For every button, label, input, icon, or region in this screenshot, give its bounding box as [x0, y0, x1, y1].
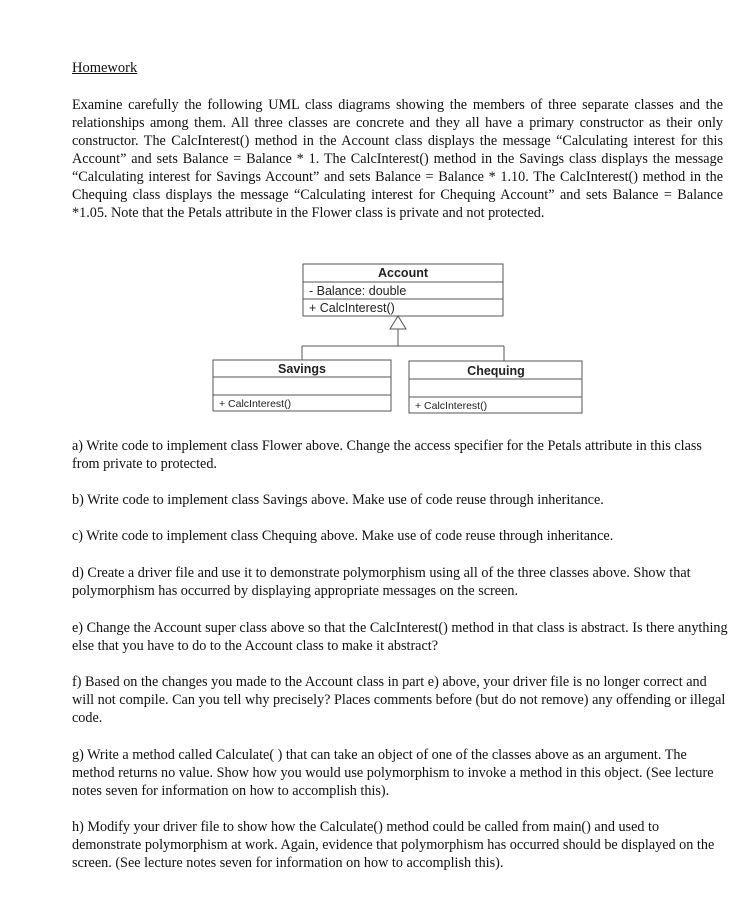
question-c: c) Write code to implement class Chequing above. Make use of code reuse through inheritance. [72, 528, 614, 544]
question-f: f) Based on the changes you made to the Account class in part e) above, your driver file is no longer correct and will not compile. Can you tell why precisely? Places comments before (but do not remove) any offending or illegal code. [72, 674, 726, 726]
account-class-box [303, 264, 503, 316]
inheritance-arrow-icon [390, 316, 406, 329]
question-b: b) Write code to implement class Savings above. Make use of code reuse through inheritance. [72, 492, 604, 508]
question-h: h) Modify your driver file to show how the Calculate() method could be called from main() and used to demonstrate polymorphism at work. Again, evidence that polymorphism has occurred should be displayed on the screen. (See lecture notes seven for information on how to accomplish this). [72, 819, 715, 871]
chequing-class-name: Chequing [467, 364, 525, 378]
intro-paragraph: Examine carefully the following UML class diagrams showing the members of three separate classes and the relationships among them. All three classes are concrete and they all have a primary constructor as their only constructor. The CalcInterest() method in the Account class displays the message “Calculating interest for this Account” and sets Balance = Balance * 1. The CalcInterest() method in the Savings class displays the message “Calculating interest for Savings Account” and sets Balance = Balance * 1.10. The CalcInterest() method in the Chequing class displays the message “Calculating interest for Chequing Account” and sets Balance = Balance *1.05. Note that the Petals attribute in the Flower class is private and not protected. [72, 97, 723, 221]
account-method: + CalcInterest() [309, 301, 395, 315]
chequing-method: + CalcInterest() [415, 400, 488, 412]
savings-class-box [213, 360, 391, 411]
account-attribute: - Balance: double [309, 284, 407, 298]
question-e: e) Change the Account super class above so that the CalcInterest() method in that class is abstract. Is there anything else that you have to do to the Account class to make it abstract? [72, 620, 728, 654]
savings-method: + CalcInterest() [219, 398, 292, 410]
question-a: a) Write code to implement class Flower above. Change the access specifier for the Petals attribute in this class from private to protected. [72, 438, 702, 472]
page-heading: Homework [72, 60, 138, 76]
chequing-class-box [409, 361, 582, 413]
question-d: d) Create a driver file and use it to demonstrate polymorphism using all of the three classes above. Show that polymorphism has occurred by displaying appropriate messages on the screen. [72, 565, 691, 599]
account-class-name: Account [378, 266, 428, 280]
savings-class-name: Savings [278, 362, 326, 376]
question-g: g) Write a method called Calculate( ) that can take an object of one of the classes above as an argument. The method returns no value. Show how you would use polymorphism to invoke a method in this object. (See lecture notes seven for information on how to accomplish this). [72, 747, 714, 799]
